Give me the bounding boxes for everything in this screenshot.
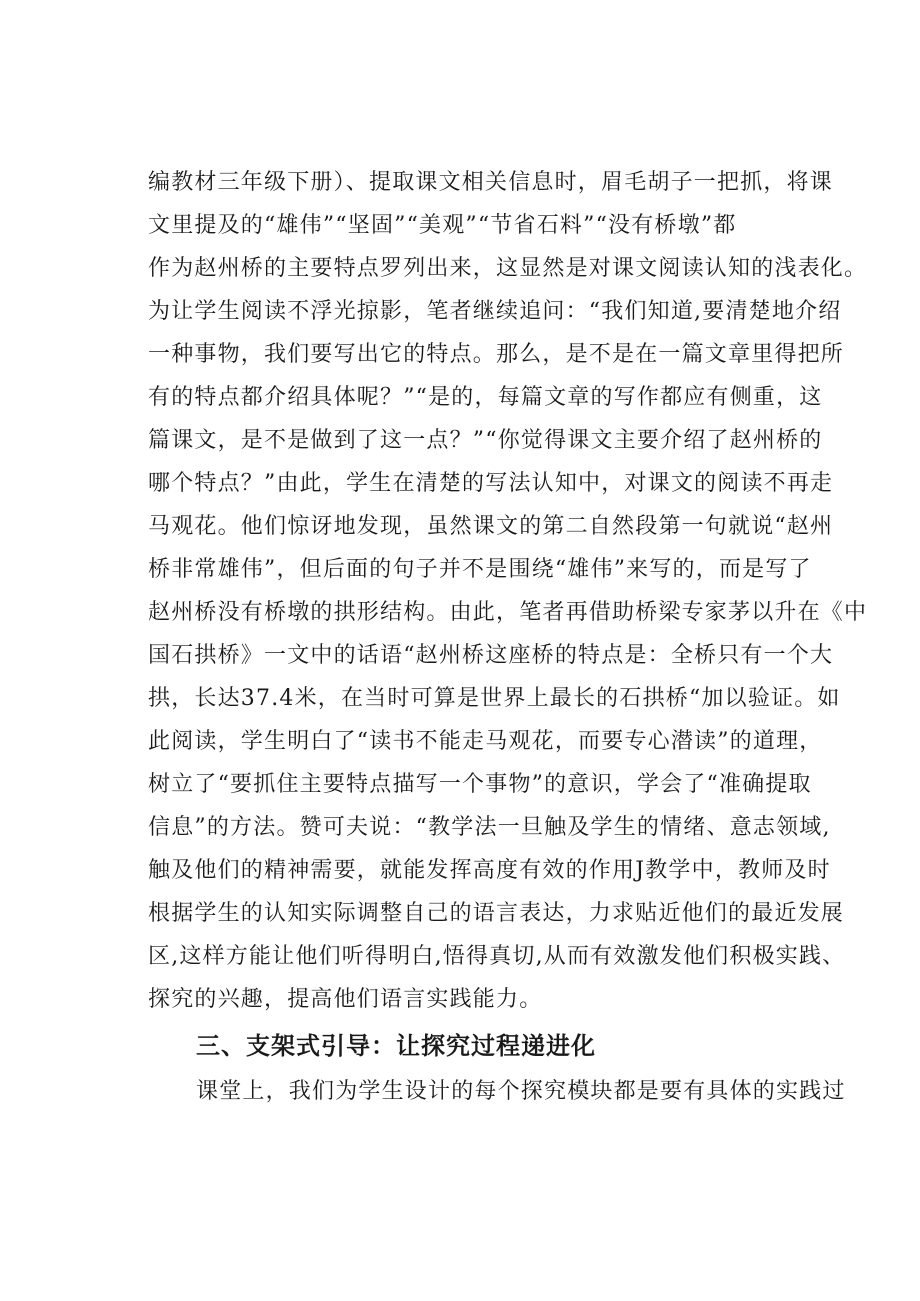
paragraph-line: 一种事物，我们要写出它的特点。那么，是不是在一篇文章里得把所 (148, 342, 845, 367)
paragraph-line: 探究的兴趣，提高他们语言实践能力。 (148, 987, 543, 1012)
paragraph-line: 赵州桥没有桥墩的拱形结构。由此，笔者再借助桥梁专家茅以升在《中 (148, 600, 868, 625)
paragraph-line: 信息”的方法。赞可夫说：“教学法一旦触及学生的情绪、意志领域, (148, 815, 831, 840)
paragraph-line: 马观花。他们惊讶地发现，虽然课文的第二自然段第一句就说“赵州 (148, 514, 834, 539)
paragraph-line: 有的特点都介绍具体呢？”“是的，每篇文章的写作都应有侧重，这 (148, 385, 823, 410)
paragraph-line: 拱，长达37.4米，在当时可算是世界上最长的石拱桥“加以验证。如 (148, 686, 841, 711)
paragraph-line: 区,这样方能让他们听得明白,悟得真切,从而有效激发他们积极实践、 (148, 944, 846, 969)
paragraph-line: 国石拱桥》一文中的话语“赵州桥这座桥的特点是：全桥只有一个大 (148, 643, 834, 668)
paragraph-line: 树立了“要抓住主要特点描写一个事物”的意识，学会了“准确提取 (148, 772, 812, 797)
paragraph-line: 课堂上，我们为学生设计的每个探究模块都是要有具体的实践过 (196, 1079, 846, 1104)
paragraph-line: 编教材三年级下册）、提取课文相关信息时，眉毛胡子一把抓，将课 (148, 170, 834, 195)
paragraph-line: 为让学生阅读不浮光掠影，笔者继续追问：“我们知道,要清楚地介绍 (148, 299, 842, 324)
paragraph-line: 触及他们的精神需要，就能发挥高度有效的作用J教学中，教师及时 (148, 858, 831, 883)
section-heading: 三、支架式引导：让探究过程递进化 (196, 1032, 596, 1060)
paragraph-line: 文里提及的“雄伟”“坚固”“美观”“节省石料”“没有桥墩”都 (148, 213, 737, 238)
paragraph-line: 根据学生的认知实际调整自己的语言表达，力求贴近他们的最近发展 (148, 901, 845, 926)
paragraph-line: 此阅读，学生明白了“读书不能走马观花，而要专心潜读”的道理， (148, 729, 823, 754)
paragraph-line: 桥非常雄伟”，但后面的句子并不是围绕“雄伟”来写的，而是写了 (148, 557, 812, 582)
paragraph-line: 哪个特点？”由此，学生在清楚的写法认知中，对课文的阅读不再走 (148, 471, 834, 496)
paragraph-line: 篇课文，是不是做到了这一点？”“你觉得课文主要介绍了赵州桥的 (148, 428, 823, 453)
paragraph-line: 作为赵州桥的主要特点罗列出来，这显然是对课文阅读认知的浅表化。 (148, 256, 868, 281)
